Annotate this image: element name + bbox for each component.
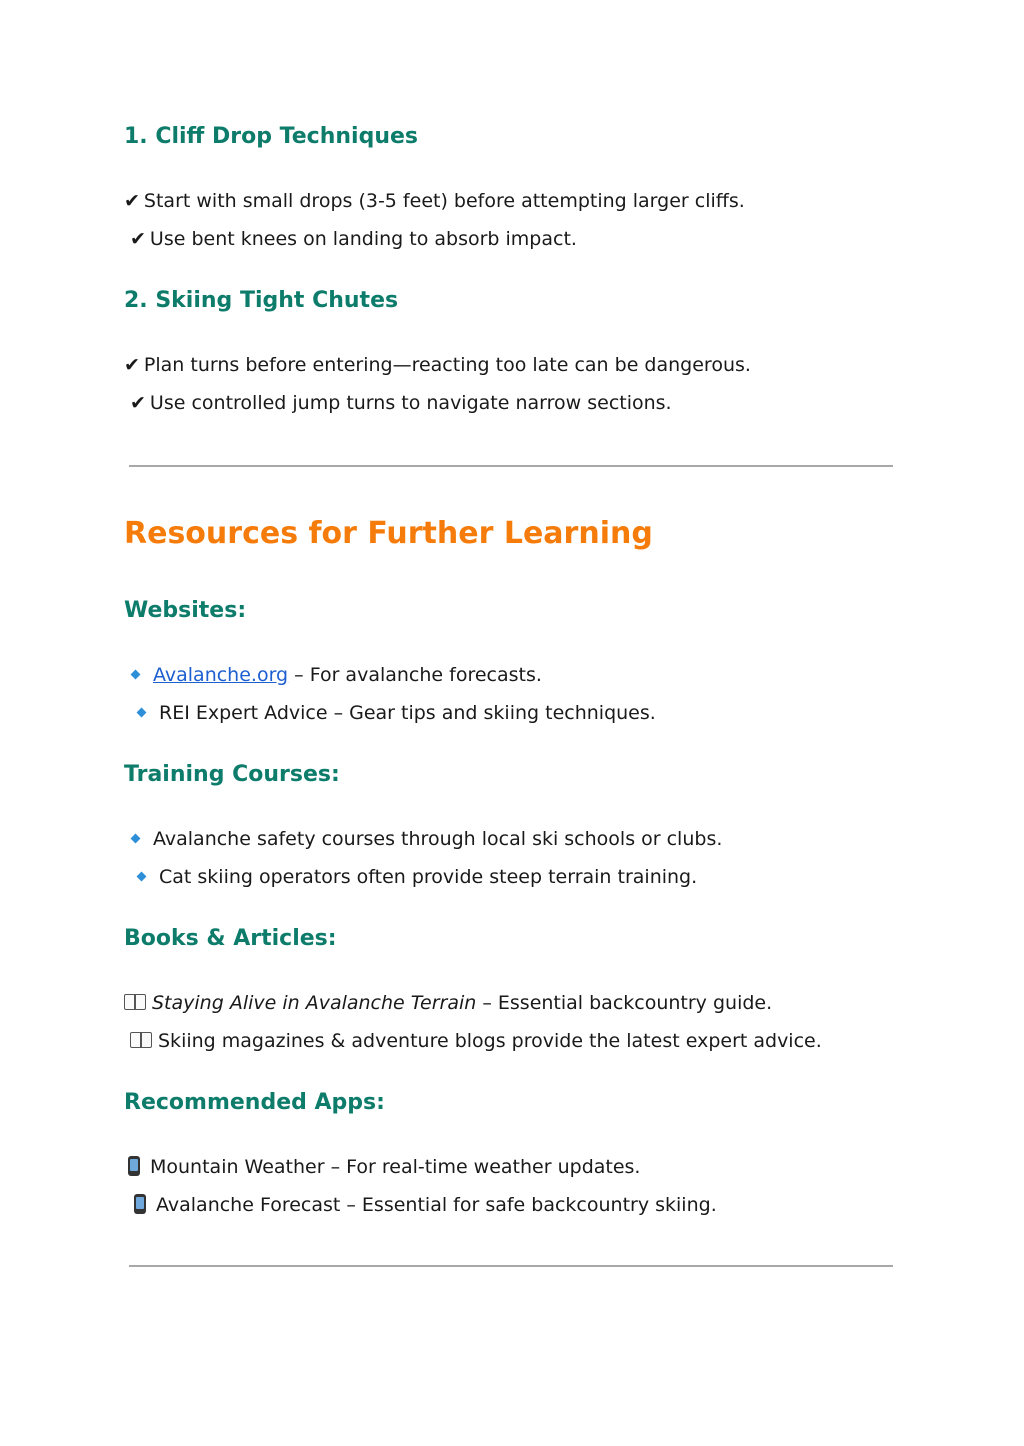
- cliff-drop-heading: 1. Cliff Drop Techniques: [124, 124, 419, 149]
- websites-item-2: REI Expert Advice – Gear tips and skiing techniques.: [130, 701, 656, 725]
- chutes-item-2: ✔ Use controlled jump turns to navigate narrow sections.: [130, 392, 672, 414]
- bottom-divider: [129, 1265, 893, 1267]
- open-book-icon: [124, 994, 146, 1010]
- mobile-phone-icon: [134, 1194, 146, 1214]
- chutes-item-1: ✔ Plan turns before entering—reacting too late can be dangerous.: [124, 354, 751, 376]
- diamond-bullet-icon: [137, 872, 147, 882]
- checkmark-icon: ✔: [130, 228, 146, 250]
- diamond-bullet-icon: [131, 670, 141, 680]
- checkmark-icon: ✔: [124, 354, 140, 376]
- resources-heading: Resources for Further Learning: [124, 516, 653, 551]
- tight-chutes-heading: 2. Skiing Tight Chutes: [124, 288, 399, 313]
- diamond-bullet-icon: [137, 708, 147, 718]
- cliff-item-2: ✔ Use bent knees on landing to absorb impact.: [130, 228, 577, 250]
- training-item-2: Cat skiing operators often provide steep terrain training.: [130, 865, 697, 889]
- books-item-2: Skiing magazines & adventure blogs provide the latest expert advice.: [130, 1029, 822, 1053]
- training-courses-heading: Training Courses:: [124, 762, 340, 787]
- avalanche-org-link[interactable]: Avalanche.org: [153, 664, 289, 686]
- open-book-icon: [130, 1032, 152, 1048]
- apps-item-2: Avalanche Forecast – Essential for safe backcountry skiing.: [130, 1193, 717, 1217]
- websites-heading: Websites:: [124, 598, 247, 623]
- books-item-1: Staying Alive in Avalanche Terrain – Essential backcountry guide.: [124, 991, 772, 1015]
- apps-item-1: Mountain Weather – For real-time weather updates.: [124, 1155, 640, 1179]
- recommended-apps-heading: Recommended Apps:: [124, 1090, 385, 1115]
- checkmark-icon: ✔: [124, 190, 140, 212]
- section-divider: [129, 465, 893, 467]
- checkmark-icon: ✔: [130, 392, 146, 414]
- books-articles-heading: Books & Articles:: [124, 926, 337, 951]
- diamond-bullet-icon: [131, 834, 141, 844]
- training-item-1: Avalanche safety courses through local ski schools or clubs.: [124, 827, 722, 851]
- cliff-item-1: ✔ Start with small drops (3-5 feet) before attempting larger cliffs.: [124, 190, 745, 212]
- mobile-phone-icon: [128, 1156, 140, 1176]
- websites-item-1: Avalanche.org – For avalanche forecasts.: [124, 663, 542, 687]
